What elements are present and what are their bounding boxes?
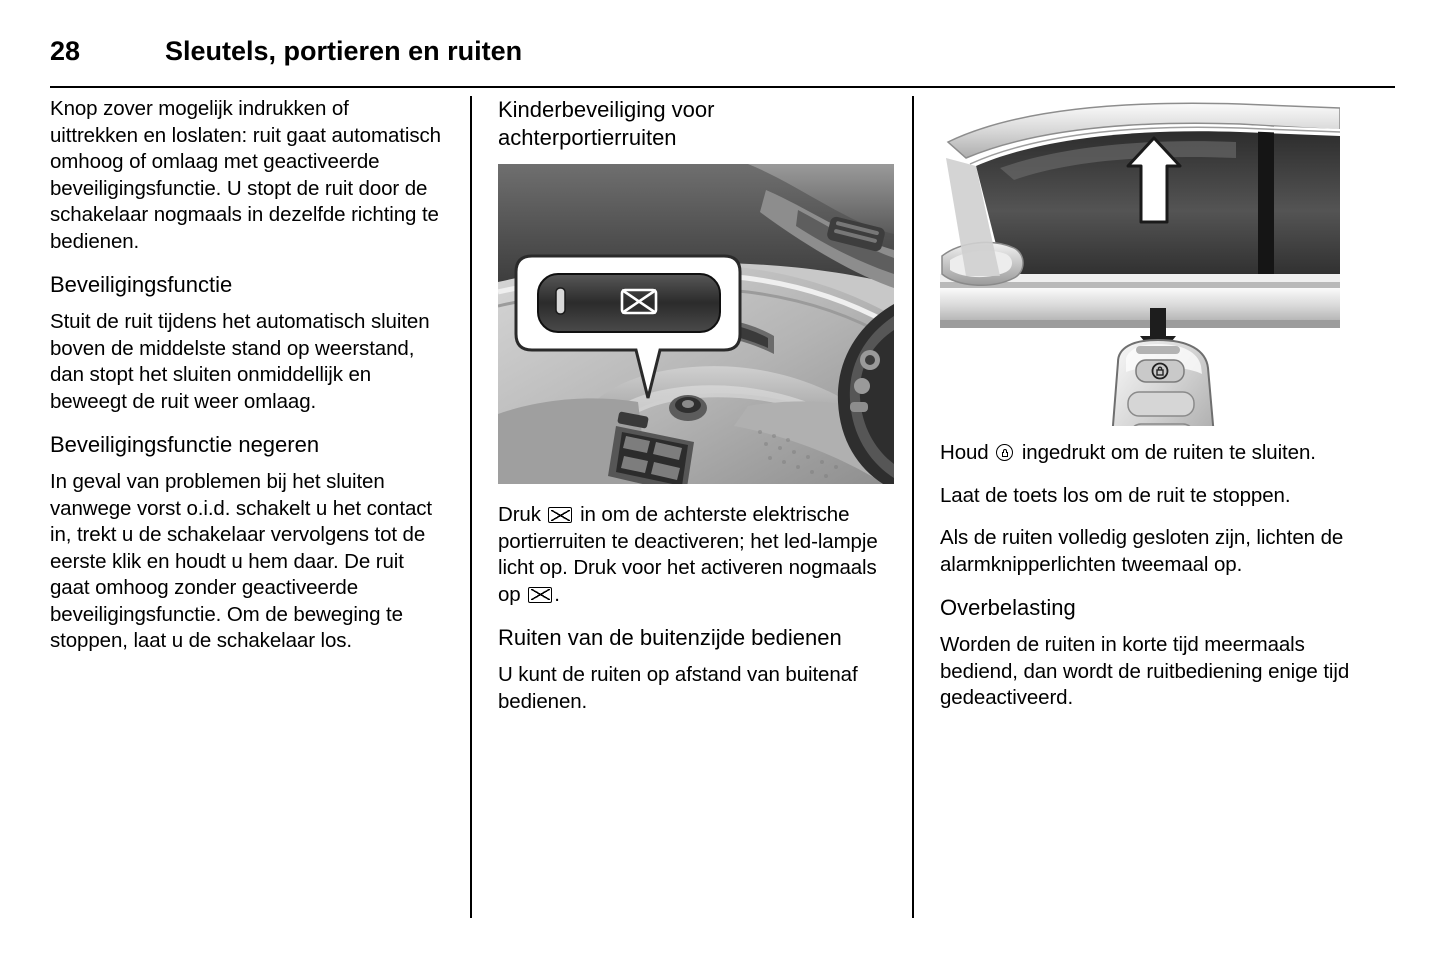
paragraph-kinderbeveiliging [498,502,888,608]
column-right [914,96,1354,926]
para-text-a: Druk [498,503,547,526]
column-left [50,96,470,926]
paragraph-houd-ingedrukt [940,440,1354,467]
intro-paragraph: Knop zover mogelijk indrukken of uittrekken en loslaten: ruit gaat automatisch omhoog of omlaag met geactiveerde beveiligingsfunctie. U stopt de ruit door de schakelaar nogmaals in dezelfde richting te bedienen. [50,97,441,253]
para-text-b: ingedrukt om de ruiten te sluiten. [1016,441,1316,464]
paragraph-alarmknipperlichten: Als de ruiten volledig gesloten zijn, lichten de alarmknipperlichten tweemaal op. [940,526,1344,576]
remote-key-illustration [1108,340,1220,426]
heading-beveiligingsfunctie-negeren: Beveiligingsfunctie negeren [50,432,320,457]
car-window-key-graphic [940,96,1340,426]
heading-overbelasting: Overbelasting [940,595,1076,620]
page-title: Sleutels, portieren en ruiten [165,36,523,66]
child-lock-icon [548,507,572,523]
door-panel-photo-graphic [498,164,894,484]
heading-kinderbeveiliging: Kinderbeveiliging voor achterportierruiten [498,97,715,150]
child-lock-icon [528,587,552,603]
heading-beveiligingsfunctie: Beveiligingsfunctie [50,272,233,297]
column-middle [472,96,912,926]
paragraph-laat-toets-los: Laat de toets los om de ruit te stoppen. [940,483,1291,507]
paragraph-overbelasting: Worden de ruiten in korte tijd meermaals bediend, dan wordt de ruitbediening enige tijd gedeactiveerd. [940,633,1350,709]
paragraph-ruiten-buitenzijde: U kunt de ruiten op afstand van buitenaf bedienen. [498,663,858,713]
heading-ruiten-buitenzijde: Ruiten van de buitenzijde bedienen [498,625,842,650]
car-window-key-figure [940,96,1340,426]
door-panel-photo [498,164,894,484]
car-door-illustration [940,103,1340,328]
paragraph-beveiligingsfunctie: Stuit de ruit tijdens het automatisch sluiten boven de middelste stand op weerstand, dan stopt het sluiten onmiddellijk en beweegt de ruit weer omlaag. [50,310,430,413]
page-number: 28 [50,36,81,66]
para-text-a: Houd [940,441,995,464]
key-close-windows-icon [996,444,1013,461]
mirror-control-knob [669,395,707,421]
paragraph-beveiligingsfunctie-negeren: In geval van problemen bij het sluiten vanwege vorst o.i.d. schakelt u het contact in, trekt u de schakelaar vervolgens tot de eerste klik en houdt u hem daar. De ruit gaat omhoog zonder geactiveerde beveiligingsfunctie. Om de beweging te stoppen, laat u de schakelaar los. [50,470,432,652]
content-columns [50,96,1395,926]
para-text-c: . [554,582,560,606]
key-close-windows-button [1136,360,1184,382]
page-header [50,36,1395,88]
para-text-b: in om de achterste elektrische portierruiten te deactiveren; het led-lampje licht op. Druk voor het activeren nogmaals op [498,503,878,606]
